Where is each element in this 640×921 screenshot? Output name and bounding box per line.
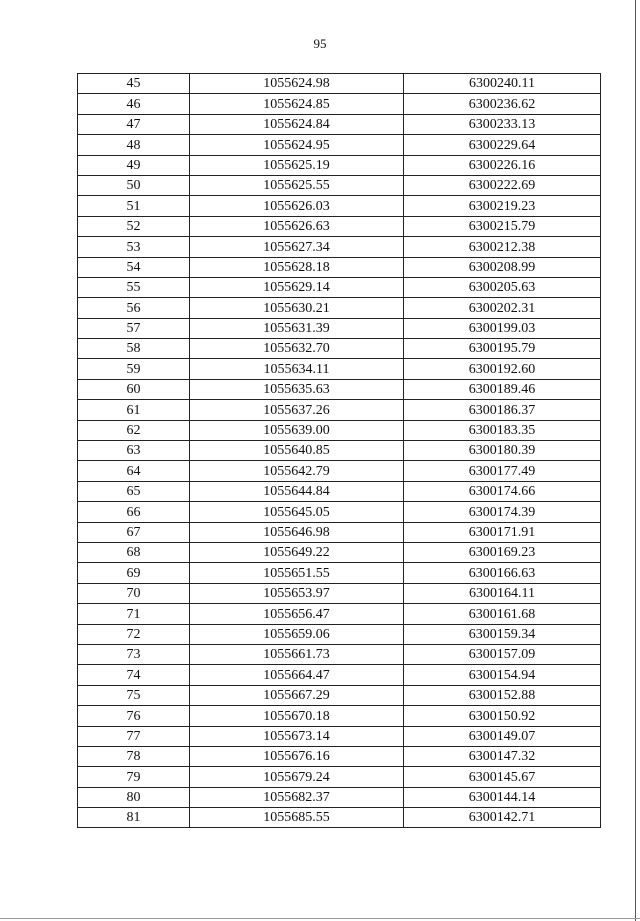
x-coordinate-cell: 1055631.39 (190, 318, 404, 338)
y-coordinate-cell: 6300205.63 (404, 277, 601, 297)
table-row (78, 624, 601, 644)
coordinates-table-body (78, 74, 601, 828)
table-row (78, 114, 601, 134)
table-row (78, 542, 601, 562)
y-coordinate-cell: 6300202.31 (404, 298, 601, 318)
point-number-cell: 66 (78, 502, 190, 522)
y-coordinate-cell: 6300144.14 (404, 787, 601, 807)
y-coordinate-cell: 6300212.38 (404, 237, 601, 257)
y-coordinate-cell: 6300192.60 (404, 359, 601, 379)
x-coordinate-cell: 1055646.98 (190, 522, 404, 542)
x-coordinate-cell: 1055624.95 (190, 135, 404, 155)
y-coordinate-cell: 6300215.79 (404, 216, 601, 236)
point-number-cell: 56 (78, 298, 190, 318)
page-edge-bottom (0, 918, 640, 919)
table-row (78, 359, 601, 379)
y-coordinate-cell: 6300145.67 (404, 767, 601, 787)
point-number-cell: 68 (78, 542, 190, 562)
point-number-cell: 55 (78, 277, 190, 297)
table-row (78, 522, 601, 542)
table-row (78, 216, 601, 236)
point-number-cell: 51 (78, 196, 190, 216)
x-coordinate-cell: 1055634.11 (190, 359, 404, 379)
y-coordinate-cell: 6300183.35 (404, 420, 601, 440)
table-row (78, 74, 601, 94)
table-row (78, 604, 601, 624)
x-coordinate-cell: 1055685.55 (190, 808, 404, 828)
x-coordinate-cell: 1055632.70 (190, 339, 404, 359)
point-number-cell: 48 (78, 135, 190, 155)
y-coordinate-cell: 6300164.11 (404, 583, 601, 603)
point-number-cell: 70 (78, 583, 190, 603)
y-coordinate-cell: 6300208.99 (404, 257, 601, 277)
point-number-cell: 46 (78, 94, 190, 114)
x-coordinate-cell: 1055642.79 (190, 461, 404, 481)
point-number-cell: 58 (78, 339, 190, 359)
table-row (78, 400, 601, 420)
x-coordinate-cell: 1055640.85 (190, 441, 404, 461)
point-number-cell: 60 (78, 379, 190, 399)
x-coordinate-cell: 1055653.97 (190, 583, 404, 603)
table-row (78, 318, 601, 338)
point-number-cell: 47 (78, 114, 190, 134)
table-row (78, 339, 601, 359)
x-coordinate-cell: 1055645.05 (190, 502, 404, 522)
table-row (78, 481, 601, 501)
y-coordinate-cell: 6300222.69 (404, 175, 601, 195)
point-number-cell: 71 (78, 604, 190, 624)
y-coordinate-cell: 6300166.63 (404, 563, 601, 583)
point-number-cell: 73 (78, 644, 190, 664)
y-coordinate-cell: 6300152.88 (404, 685, 601, 705)
table-row (78, 461, 601, 481)
table-row (78, 665, 601, 685)
x-coordinate-cell: 1055624.85 (190, 94, 404, 114)
table-row (78, 583, 601, 603)
y-coordinate-cell: 6300150.92 (404, 706, 601, 726)
point-number-cell: 79 (78, 767, 190, 787)
point-number-cell: 57 (78, 318, 190, 338)
point-number-cell: 81 (78, 808, 190, 828)
point-number-cell: 78 (78, 746, 190, 766)
table-row (78, 644, 601, 664)
x-coordinate-cell: 1055679.24 (190, 767, 404, 787)
point-number-cell: 69 (78, 563, 190, 583)
x-coordinate-cell: 1055625.55 (190, 175, 404, 195)
x-coordinate-cell: 1055639.00 (190, 420, 404, 440)
x-coordinate-cell: 1055649.22 (190, 542, 404, 562)
y-coordinate-cell: 6300236.62 (404, 94, 601, 114)
y-coordinate-cell: 6300240.11 (404, 74, 601, 94)
y-coordinate-cell: 6300161.68 (404, 604, 601, 624)
page-number: 95 (313, 36, 327, 51)
x-coordinate-cell: 1055627.34 (190, 237, 404, 257)
y-coordinate-cell: 6300189.46 (404, 379, 601, 399)
x-coordinate-cell: 1055667.29 (190, 685, 404, 705)
point-number-cell: 65 (78, 481, 190, 501)
x-coordinate-cell: 1055629.14 (190, 277, 404, 297)
x-coordinate-cell: 1055659.06 (190, 624, 404, 644)
y-coordinate-cell: 6300233.13 (404, 114, 601, 134)
table-row (78, 685, 601, 705)
point-number-cell: 52 (78, 216, 190, 236)
x-coordinate-cell: 1055624.84 (190, 114, 404, 134)
x-coordinate-cell: 1055625.19 (190, 155, 404, 175)
table-row (78, 135, 601, 155)
table-row (78, 746, 601, 766)
x-coordinate-cell: 1055670.18 (190, 706, 404, 726)
table-row (78, 563, 601, 583)
table-row (78, 257, 601, 277)
point-number-cell: 49 (78, 155, 190, 175)
point-number-cell: 45 (78, 74, 190, 94)
point-number-cell: 67 (78, 522, 190, 542)
y-coordinate-cell: 6300157.09 (404, 644, 601, 664)
x-coordinate-cell: 1055637.26 (190, 400, 404, 420)
table-row (78, 502, 601, 522)
table-row (78, 726, 601, 746)
point-number-cell: 80 (78, 787, 190, 807)
point-number-cell: 74 (78, 665, 190, 685)
table-row (78, 767, 601, 787)
y-coordinate-cell: 6300154.94 (404, 665, 601, 685)
point-number-cell: 59 (78, 359, 190, 379)
y-coordinate-cell: 6300142.71 (404, 808, 601, 828)
y-coordinate-cell: 6300149.07 (404, 726, 601, 746)
point-number-cell: 75 (78, 685, 190, 705)
point-number-cell: 64 (78, 461, 190, 481)
table-row (78, 237, 601, 257)
y-coordinate-cell: 6300177.49 (404, 461, 601, 481)
y-coordinate-cell: 6300174.39 (404, 502, 601, 522)
x-coordinate-cell: 1055661.73 (190, 644, 404, 664)
x-coordinate-cell: 1055628.18 (190, 257, 404, 277)
point-number-cell: 61 (78, 400, 190, 420)
point-number-cell: 54 (78, 257, 190, 277)
y-coordinate-cell: 6300174.66 (404, 481, 601, 501)
y-coordinate-cell: 6300147.32 (404, 746, 601, 766)
y-coordinate-cell: 6300229.64 (404, 135, 601, 155)
y-coordinate-cell: 6300226.16 (404, 155, 601, 175)
table-row (78, 155, 601, 175)
table-row (78, 298, 601, 318)
x-coordinate-cell: 1055626.03 (190, 196, 404, 216)
x-coordinate-cell: 1055624.98 (190, 74, 404, 94)
y-coordinate-cell: 6300169.23 (404, 542, 601, 562)
y-coordinate-cell: 6300180.39 (404, 441, 601, 461)
coordinates-table (77, 73, 601, 828)
table-row (78, 441, 601, 461)
y-coordinate-cell: 6300199.03 (404, 318, 601, 338)
x-coordinate-cell: 1055676.16 (190, 746, 404, 766)
table-row (78, 706, 601, 726)
point-number-cell: 50 (78, 175, 190, 195)
table-row (78, 379, 601, 399)
y-coordinate-cell: 6300219.23 (404, 196, 601, 216)
x-coordinate-cell: 1055673.14 (190, 726, 404, 746)
x-coordinate-cell: 1055664.47 (190, 665, 404, 685)
table-row (78, 787, 601, 807)
point-number-cell: 63 (78, 441, 190, 461)
y-coordinate-cell: 6300159.34 (404, 624, 601, 644)
table-row (78, 94, 601, 114)
y-coordinate-cell: 6300195.79 (404, 339, 601, 359)
x-coordinate-cell: 1055651.55 (190, 563, 404, 583)
x-coordinate-cell: 1055630.21 (190, 298, 404, 318)
x-coordinate-cell: 1055682.37 (190, 787, 404, 807)
point-number-cell: 76 (78, 706, 190, 726)
table-row (78, 175, 601, 195)
table-row (78, 277, 601, 297)
table-row (78, 808, 601, 828)
table-row (78, 196, 601, 216)
page-edge (635, 0, 636, 921)
x-coordinate-cell: 1055656.47 (190, 604, 404, 624)
x-coordinate-cell: 1055626.63 (190, 216, 404, 236)
point-number-cell: 72 (78, 624, 190, 644)
table-row (78, 420, 601, 440)
point-number-cell: 53 (78, 237, 190, 257)
y-coordinate-cell: 6300186.37 (404, 400, 601, 420)
y-coordinate-cell: 6300171.91 (404, 522, 601, 542)
point-number-cell: 62 (78, 420, 190, 440)
point-number-cell: 77 (78, 726, 190, 746)
x-coordinate-cell: 1055635.63 (190, 379, 404, 399)
x-coordinate-cell: 1055644.84 (190, 481, 404, 501)
